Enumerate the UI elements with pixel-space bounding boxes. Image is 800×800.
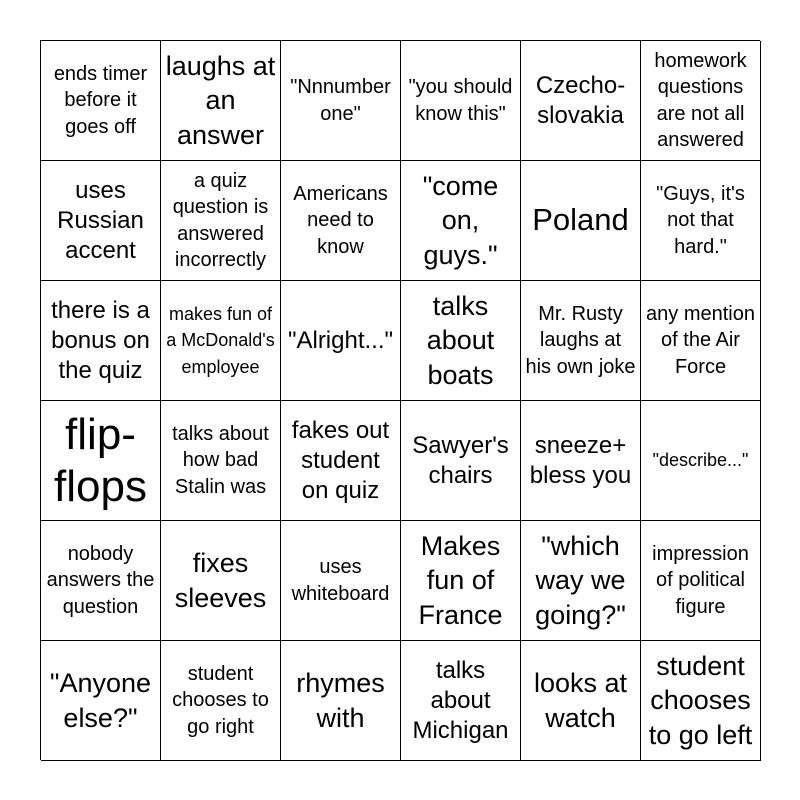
bingo-cell-text: ends timer before it goes off bbox=[53, 62, 148, 138]
bingo-cell-r1c4[interactable] bbox=[401, 41, 521, 161]
bingo-cell-r4c1[interactable] bbox=[41, 401, 161, 521]
bingo-cell-text: homework questions are not all answered bbox=[654, 49, 747, 151]
bingo-cell-text: rhymes with bbox=[296, 667, 385, 733]
bingo-cell-r5c3[interactable] bbox=[281, 521, 401, 641]
bingo-cell-r2c3[interactable] bbox=[281, 161, 401, 281]
bingo-cell-text: Sawyer's chairs bbox=[412, 431, 509, 489]
bingo-cell-text: student chooses to go right bbox=[172, 662, 269, 738]
bingo-cell-r2c1[interactable] bbox=[41, 161, 161, 281]
bingo-cell-r3c4[interactable] bbox=[401, 281, 521, 401]
bingo-cell-text: flip-flops bbox=[54, 409, 147, 511]
bingo-cell-r6c2[interactable] bbox=[161, 641, 281, 761]
bingo-cell-text: fakes out student on quiz bbox=[291, 416, 390, 504]
bingo-cell-text: sneeze+ bless you bbox=[529, 431, 632, 489]
bingo-cell-text: fixes sleeves bbox=[174, 547, 267, 613]
bingo-cell-r6c4[interactable] bbox=[401, 641, 521, 761]
bingo-cell-text: "Nnnumber one" bbox=[290, 76, 391, 125]
bingo-cell-text: talks about boats bbox=[426, 290, 495, 390]
bingo-cell-r4c6[interactable] bbox=[641, 401, 761, 521]
bingo-cell-text: looks at watch bbox=[533, 667, 628, 733]
bingo-cell-r3c3[interactable] bbox=[281, 281, 401, 401]
bingo-cell-text: Mr. Rusty laughs at his own joke bbox=[525, 302, 636, 378]
bingo-cell-r1c2[interactable] bbox=[161, 41, 281, 161]
bingo-cell-text: "come on, guys." bbox=[422, 170, 499, 270]
bingo-cell-text: "Anyone else?" bbox=[49, 667, 152, 733]
bingo-cell-r4c2[interactable] bbox=[161, 401, 281, 521]
bingo-cell-text: laughs at an answer bbox=[165, 50, 276, 150]
bingo-cell-r6c5[interactable] bbox=[521, 641, 641, 761]
bingo-cell-r5c6[interactable] bbox=[641, 521, 761, 641]
bingo-cell-r2c2[interactable] bbox=[161, 161, 281, 281]
bingo-cell-text: "describe..." bbox=[652, 450, 749, 471]
bingo-cell-r4c4[interactable] bbox=[401, 401, 521, 521]
bingo-cell-text: Czecho-slovakia bbox=[535, 71, 626, 129]
bingo-cell-text: "Alright..." bbox=[287, 326, 394, 354]
bingo-cell-r6c6[interactable] bbox=[641, 641, 761, 761]
bingo-cell-text: nobody answers the question bbox=[46, 542, 155, 618]
bingo-cell-r6c3[interactable] bbox=[281, 641, 401, 761]
bingo-cell-text: makes fun of a McDonald's employee bbox=[166, 304, 275, 377]
bingo-cell-r3c5[interactable] bbox=[521, 281, 641, 401]
bingo-cell-r2c5[interactable] bbox=[521, 161, 641, 281]
bingo-cell-r1c5[interactable] bbox=[521, 41, 641, 161]
bingo-cell-text: uses Russian accent bbox=[57, 176, 144, 264]
bingo-cell-text: there is a bonus on the quiz bbox=[51, 296, 150, 384]
bingo-cell-text: impression of political figure bbox=[652, 542, 749, 618]
bingo-cell-r6c1[interactable] bbox=[41, 641, 161, 761]
bingo-cell-r2c4[interactable] bbox=[401, 161, 521, 281]
bingo-cell-r5c5[interactable] bbox=[521, 521, 641, 641]
bingo-cell-r5c1[interactable] bbox=[41, 521, 161, 641]
bingo-cell-text: talks about how bad Stalin was bbox=[172, 422, 269, 498]
bingo-cell-r1c1[interactable] bbox=[41, 41, 161, 161]
bingo-cell-r3c1[interactable] bbox=[41, 281, 161, 401]
bingo-cell-r4c3[interactable] bbox=[281, 401, 401, 521]
bingo-cell-text: a quiz question is answered incorrectly bbox=[172, 169, 269, 271]
bingo-cell-r5c2[interactable] bbox=[161, 521, 281, 641]
bingo-cell-r5c4[interactable] bbox=[401, 521, 521, 641]
bingo-cell-r1c3[interactable] bbox=[281, 41, 401, 161]
bingo-cell-r1c6[interactable] bbox=[641, 41, 761, 161]
bingo-cell-text: "Guys, it's not that hard." bbox=[656, 182, 745, 258]
bingo-cell-text: student chooses to go left bbox=[648, 650, 753, 750]
bingo-cell-text: uses whiteboard bbox=[291, 556, 390, 605]
bingo-cell-text: Americans need to know bbox=[293, 182, 388, 258]
bingo-cell-text: any mention of the Air Force bbox=[646, 302, 755, 378]
bingo-cell-text: talks about Michigan bbox=[412, 656, 509, 744]
bingo-cell-text: Poland bbox=[532, 202, 629, 238]
bingo-card bbox=[40, 40, 760, 760]
bingo-cell-r4c5[interactable] bbox=[521, 401, 641, 521]
bingo-cell-r2c6[interactable] bbox=[641, 161, 761, 281]
bingo-cell-text: "which way we going?" bbox=[535, 530, 626, 630]
bingo-cell-text: "you should know this" bbox=[408, 76, 513, 125]
bingo-cell-r3c2[interactable] bbox=[161, 281, 281, 401]
bingo-cell-text: Makes fun of France bbox=[418, 530, 503, 630]
bingo-cell-r3c6[interactable] bbox=[641, 281, 761, 401]
